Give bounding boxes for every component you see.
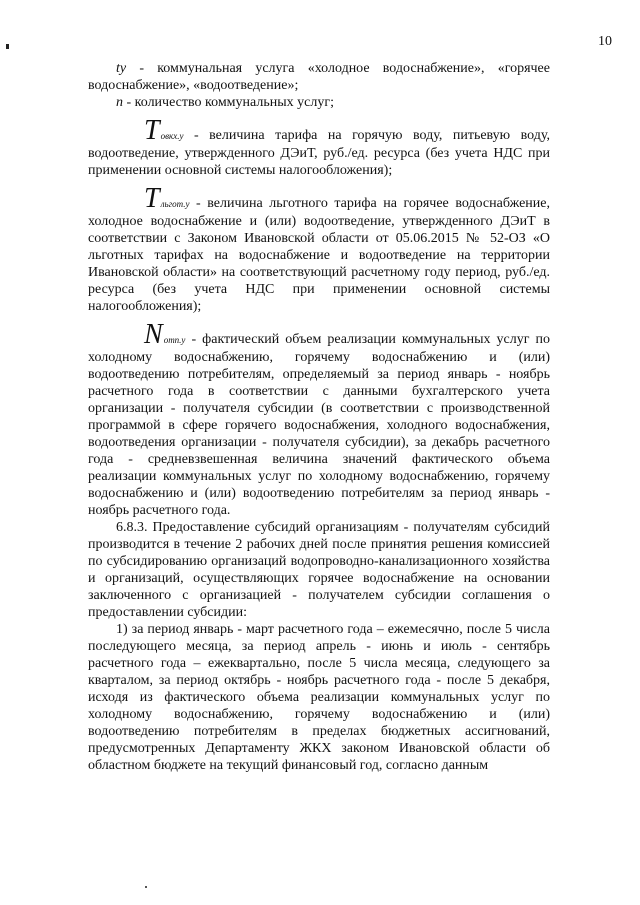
formula-n-otp: Nотп.у (144, 319, 186, 350)
paragraph-6-8-3: 6.8.3. Предоставление субсидий организациям - получателям субсидий производится в течение 2 рабочих дней после принятия решения комиссией по субсидированию организаций водопроводно-канализационного хозяйства и организаций, осуществляющих горячее водоснабжение на основании заключенного с организацией - получателем субсидии соглашения о предоставлении субсидии: (88, 520, 550, 620)
paragraph-preferential-tariff-text: - величина льготного тарифа на горячее водоснабжение, холодное водоснабжение и (или) водоотведение, утвержденного ДЭиТ в соответствии с Законом Ивановской области от 05.06.2015 № 52-ОЗ «О льготных тарифах на водоснабжение и водоотведение на территории Ивановской области» на соответствующий расчетному году период, руб./ед. ресурса (без учета НДС при применении основной системы налогообложения); (88, 196, 550, 314)
formula-t-ovkh: Tовкх.у (144, 115, 184, 146)
page-number: 10 (598, 34, 612, 49)
paragraph-count (88, 94, 550, 111)
paragraph-volume-text: - фактический объем реализации коммунальных услуг по холодному водоснабжению, горячему водоснабжению и (или) водоотведению потребителям, определяемый за период январь - ноябрь расчетного года в соответствии с данными бухгалтерского учета организации - получателя субсидии (в соответствии с производственной программой в сфере горячего водоснабжения, холодного водоснабжения, водоотведения организации - получателя субсидии), за декабрь расчетного года - средневзвешенная величина значений фактического объема реализации коммунальных услуг по холодному водоснабжению, горячему водоснабжению и (или) водоотведению потребителям за период январь - ноябрь расчетного года. (88, 332, 550, 518)
scan-dot-mark (145, 886, 147, 888)
paragraph-item-1: 1) за период январь - март расчетного года – ежемесячно, после 5 числа последующего месяца, за период апрель - июнь и июль - сентябрь расчетного года – ежеквартально, после 5 числа месяца, следующего за кварталом, за период октябрь - ноябрь расчетного года - после 5 декабря, исходя из фактического объема реализации коммунальных услуг по холодному водоснабжению, горячему водоснабжению и (или) водоотведению потребителям в пределах бюджетных ассигнований, предусмотренных Департаменту ЖКХ законом Ивановской области об областном бюджете на текущий финансовый год, согласно данным (88, 622, 550, 773)
paragraph-tariff (88, 115, 550, 179)
paragraph-volume (88, 319, 550, 519)
paragraph-preferential-tariff (88, 183, 550, 315)
paragraph-count-text: - количество коммунальных услуг; (123, 95, 334, 110)
symbol-ty: ty (116, 61, 127, 76)
formula-t-lgot: Tльгот.у (144, 183, 190, 214)
paragraph-service-text: - коммунальная услуга «холодное водоснабжение», «горячее водоснабжение», «водоотведение»; (88, 61, 550, 93)
document-body (88, 60, 550, 774)
scan-edge-mark (6, 44, 9, 49)
paragraph-tariff-text: - величина тарифа на горячую воду, питьевую воду, водоотведение, утвержденного ДЭиТ, руб./ед. ресурса (без учета НДС при применении основной системы налогообложения); (88, 128, 550, 178)
symbol-n: n (116, 95, 123, 110)
paragraph-service (88, 60, 550, 94)
